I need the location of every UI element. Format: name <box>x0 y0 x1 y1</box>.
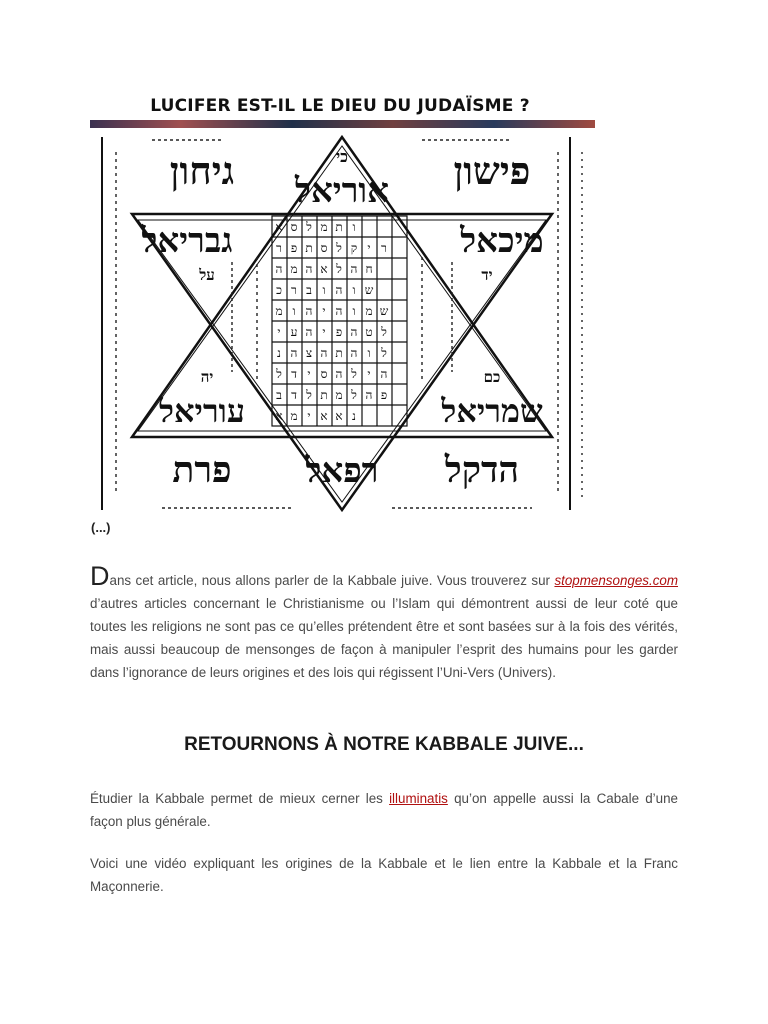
svg-text:א: א <box>275 409 283 423</box>
svg-text:ה: ה <box>305 262 313 276</box>
svg-text:ל: ל <box>276 367 282 381</box>
intro-text-b: d’autres articles concernant le Christianisme ou l’Islam qui démontrent aussi de leur coté que toutes les religions ne sont pas ce qu’elles prétendent être et sont basées sur à la fois des vérités, mais aussi beaucoup de mensonges de façon à manipuler l’esprit des humains pour les garder dans l’ignorance de leurs origines et des lois qui régissent l’Uni-Vers (Univers). <box>90 596 678 680</box>
svg-text:ב: ב <box>276 388 282 402</box>
svg-text:ל: ל <box>351 367 357 381</box>
svg-text:מ: מ <box>290 262 298 276</box>
svg-text:ה: ה <box>335 283 343 297</box>
svg-text:ה: ה <box>380 367 388 381</box>
svg-text:ב: ב <box>306 283 312 297</box>
page-title: LUCIFER EST-IL LE DIEU DU JUDAÏSME ? <box>150 96 530 116</box>
svg-text:ת: ת <box>335 346 343 360</box>
kabbalah-hexagram-icon <box>92 132 594 512</box>
kabbale-paragraph <box>90 787 678 833</box>
svg-text:י: י <box>307 409 311 423</box>
name-uriel: אוריאל <box>295 171 389 211</box>
svg-text:ה: ה <box>290 346 298 360</box>
svg-text:מ: מ <box>320 220 328 234</box>
svg-text:ה: ה <box>335 367 343 381</box>
svg-text:מ: מ <box>365 304 373 318</box>
ellipsis-text: (...) <box>91 520 111 535</box>
svg-text:ש: ש <box>379 304 389 318</box>
label-al: על <box>199 266 215 284</box>
intro-paragraph <box>90 561 678 684</box>
svg-text:ה: ה <box>335 304 343 318</box>
label-ki: כי <box>335 147 349 166</box>
name-hiddekel: הדקל <box>444 449 520 491</box>
name-perat: פרת <box>172 449 232 491</box>
svg-text:פ: פ <box>290 241 298 255</box>
stopmensonges-link[interactable]: stopmensonges.com <box>554 573 678 588</box>
svg-text:ח: ח <box>365 262 373 276</box>
svg-text:ט: ט <box>365 325 373 339</box>
kabbalah-hexagram-image <box>92 132 594 512</box>
svg-text:ו: ו <box>352 304 356 318</box>
svg-text:כ: כ <box>276 283 282 297</box>
svg-text:פ: פ <box>335 325 343 339</box>
svg-text:ל: ל <box>336 262 342 276</box>
name-gavriel: גבריאל <box>141 221 233 261</box>
svg-text:ד: ד <box>291 367 297 381</box>
svg-text:א: א <box>320 262 328 276</box>
name-pishon: פישון <box>453 148 531 193</box>
label-yah: יה <box>200 368 214 386</box>
label-yad: יד <box>481 266 493 284</box>
svg-text:נ: נ <box>277 346 281 360</box>
svg-text:ו: ו <box>352 220 356 234</box>
svg-text:ו: ו <box>322 283 326 297</box>
svg-text:י: י <box>367 367 371 381</box>
svg-text:ל: ל <box>351 388 357 402</box>
svg-text:ה: ה <box>365 388 373 402</box>
svg-text:ע: ע <box>290 325 298 339</box>
svg-text:ר: ר <box>381 241 387 255</box>
svg-text:ל: ל <box>336 241 342 255</box>
svg-text:ה: ה <box>305 325 313 339</box>
svg-text:ל: ל <box>381 325 387 339</box>
svg-text:ל: ל <box>306 388 312 402</box>
svg-text:א: א <box>335 409 343 423</box>
svg-text:ה: ה <box>275 262 283 276</box>
svg-text:ו: ו <box>367 346 371 360</box>
svg-text:ר: ר <box>291 283 297 297</box>
intro-text-a: ans cet article, nous allons parler de la Kabbale juive. Vous trouverez sur <box>109 573 555 588</box>
svg-text:ת: ת <box>335 220 343 234</box>
svg-text:מ: מ <box>275 304 283 318</box>
svg-text:נ: נ <box>352 409 356 423</box>
svg-text:ס: ס <box>290 220 298 234</box>
svg-text:ס: ס <box>320 241 328 255</box>
svg-text:ל: ל <box>381 346 387 360</box>
name-gihon: גיחון <box>169 148 235 193</box>
svg-text:מ: מ <box>335 388 343 402</box>
svg-text:י: י <box>367 241 371 255</box>
svg-text:י: י <box>277 325 281 339</box>
illuminatis-link[interactable]: illuminatis <box>389 791 448 806</box>
svg-text:צ: צ <box>305 346 313 360</box>
svg-text:ה: ה <box>305 304 313 318</box>
svg-text:י: י <box>322 325 326 339</box>
svg-text:ה: ה <box>350 325 358 339</box>
label-kam: כם <box>483 368 501 386</box>
kabbale-text-a: Étudier la Kabbale permet de mieux cerner les <box>90 791 390 806</box>
svg-text:ה: ה <box>320 346 328 360</box>
video-paragraph: Voici une vidéo expliquant les origines de la Kabbale et le lien entre la Kabbale et la Franc Maçonnerie. <box>90 856 678 894</box>
kabbale-text-b: qu’on appelle aussi la Cabale d’une façon plus générale. <box>90 791 678 829</box>
svg-text:ה: ה <box>350 346 358 360</box>
svg-text:פ: פ <box>380 388 388 402</box>
section-heading: RETOURNONS À NOTRE KABBALE JUIVE... <box>184 734 584 755</box>
svg-text:ק: ק <box>350 241 358 255</box>
title-decoration-bar <box>90 120 595 128</box>
svg-text:ה: ה <box>350 262 358 276</box>
svg-text:ל: ל <box>306 220 312 234</box>
svg-text:ר: ר <box>276 241 282 255</box>
name-uriel-2: עוריאל <box>159 392 245 430</box>
svg-text:ד: ד <box>291 388 297 402</box>
name-shamriel: שמריאל <box>441 392 543 430</box>
svg-text:א: א <box>275 220 283 234</box>
name-michael: מיכאל <box>460 221 544 261</box>
svg-text:ת: ת <box>320 388 328 402</box>
svg-text:י: י <box>322 304 326 318</box>
svg-text:ו: ו <box>352 283 356 297</box>
svg-text:ו: ו <box>292 304 296 318</box>
name-raphael: רפאל <box>305 451 379 491</box>
svg-text:א: א <box>320 409 328 423</box>
svg-text:ת: ת <box>305 241 313 255</box>
dropcap-letter: D <box>90 561 110 591</box>
svg-text:ש: ש <box>364 283 374 297</box>
svg-text:ס: ס <box>320 367 328 381</box>
svg-text:י: י <box>307 367 311 381</box>
svg-text:מ: מ <box>290 409 298 423</box>
